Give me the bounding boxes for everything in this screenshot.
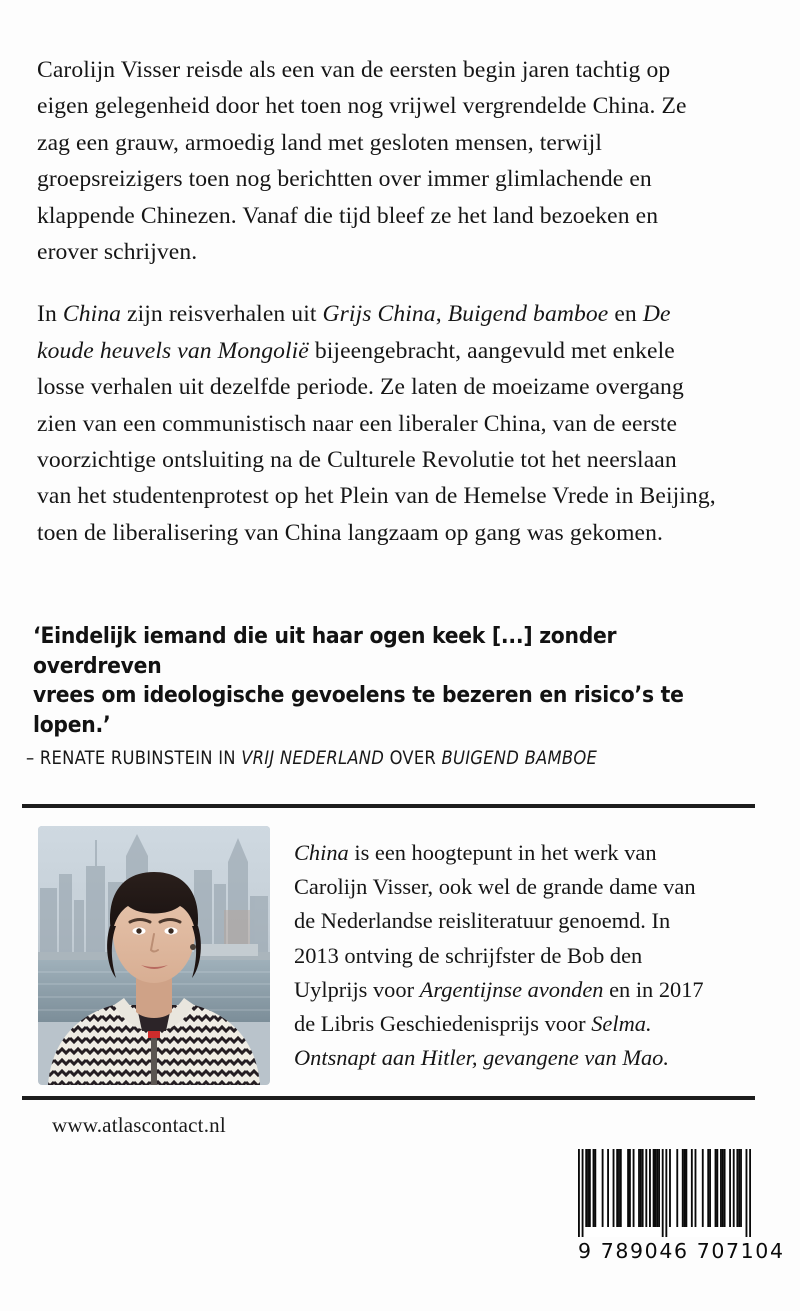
pull-quote-line-2: vrees om ideologische gevoelens te bezeren en risico’s te lopen.’ <box>33 682 684 738</box>
barcode-digits: 9 789046 707104 <box>578 1239 785 1263</box>
blurb-paragraph-2: In China zijn reisverhalen uit Grijs China, Buigend bamboe en De koude heuvels van Mongolië bijeengebracht, aangevuld met enkele losse verhalen uit dezelfde periode. Ze laten de moeizame overgang zien van een communistisch naar een liberaler China, van de eerste voorzichtige ontsluiting na de Culturele Revolutie tot het neerslaan van het studentenprotest op het Plein van de Hemelse Vrede in Beijing, toen de liberalisering van China langzaam op gang was gekomen. <box>37 301 716 546</box>
author-bio-text: China is een hoogtepunt in het werk van Carolijn Visser, ook wel de grande dame van de Nederlandse reisliteratuur genoemd. In 2013 ontving de schrijfster de Bob den Uylprijs voor Argentijnse avonden en in 2017 de Libris Geschiedenisprijs voor Selma. Ontsnapt aan Hitler, gevangene van Mao. <box>294 840 704 1071</box>
author-bio-section <box>294 836 714 1075</box>
isbn-barcode <box>578 1149 785 1263</box>
blurb-paragraph-1: Carolijn Visser reisde als een van de eersten begin jaren tachtig op eigen gelegenheid door het toen nog vrijwel vergrendelde China. Ze zag een grauw, armoedig land met gesloten mensen, terwijl groepsreizigers toen nog berichtten over immer glimlachende en klappende Chinezen. Vanaf die tijd bleef ze het land bezoeken en erover schrijven. <box>37 57 687 266</box>
divider-rule-bottom <box>22 1096 755 1100</box>
portrait-illustration <box>38 826 270 1085</box>
pull-quote-attribution: – RENATE RUBINSTEIN IN VRIJ NEDERLAND OVER BUIGEND BAMBOE <box>26 748 598 769</box>
divider-rule-top <box>22 804 755 808</box>
pull-quote-block <box>26 622 733 771</box>
barcode-bars <box>578 1149 751 1237</box>
blurb-section <box>37 52 717 551</box>
pull-quote-line-1: ‘Eindelijk iemand die uit haar ogen keek [...] zonder overdreven <box>33 623 617 679</box>
author-portrait-photo <box>38 826 270 1085</box>
publisher-url[interactable]: www.atlascontact.nl <box>52 1113 226 1137</box>
